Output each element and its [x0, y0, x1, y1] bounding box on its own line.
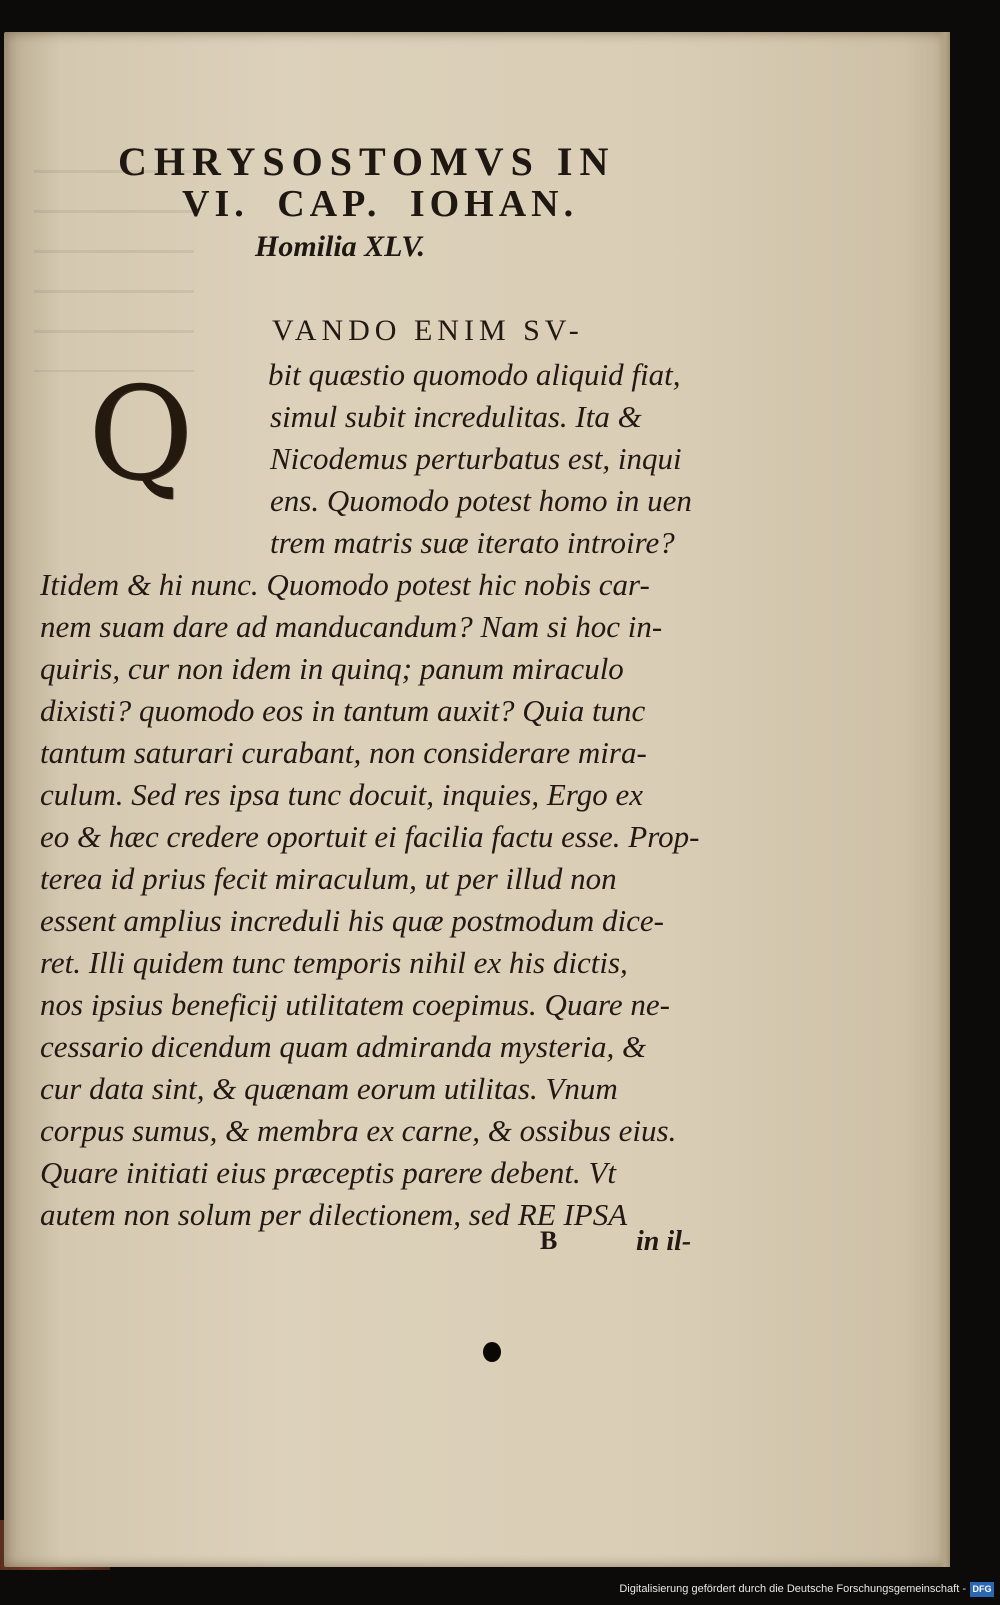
catchword: in il-: [636, 1226, 692, 1257]
text-line: cur data sint, & quænam eorum utilitas. Vnum: [40, 1071, 618, 1106]
text-line: simul subit incredulitas. Ita &: [270, 399, 642, 434]
title-line-2: VI. CAP. IOHAN.: [182, 183, 579, 225]
page-footer-marks: [540, 1226, 720, 1266]
text-line: ens. Quomodo potest homo in uen: [270, 483, 692, 518]
text-line: corpus sumus, & membra ex carne, & ossibus eius.: [40, 1113, 677, 1148]
text-line: bit quæstio quomodo aliquid fiat,: [268, 357, 681, 392]
drop-cap: Q: [88, 360, 193, 509]
text-line: nem suam dare ad manducandum? Nam si hoc in-: [40, 609, 663, 644]
text-line: autem non solum per dilectionem, sed RE IPSA: [40, 1197, 628, 1232]
text-line: essent amplius increduli his quæ postmodum dice-: [40, 903, 664, 938]
text-line: tantum saturari curabant, non considerare mira-: [40, 735, 647, 770]
funding-credit: Digitalisierung gefördert durch die Deutsche Forschungsgemeinschaft -: [619, 1583, 966, 1595]
dfg-logo: DFG: [970, 1582, 994, 1597]
text-line: ret. Illi quidem tunc temporis nihil ex his dictis,: [40, 945, 628, 980]
text-line: dixisti? quomodo eos in tantum auxit? Quia tunc: [40, 693, 646, 728]
text-line: Itidem & hi nunc. Quomodo potest hic nobis car-: [40, 567, 650, 602]
text-line: terea id prius fecit miraculum, ut per illud non: [40, 861, 617, 896]
text-line: eo & hæc credere oportuit ei facilia factu esse. Prop-: [40, 819, 700, 854]
text-line: Nicodemus perturbatus est, inqui: [270, 441, 682, 476]
ink-spot: [483, 1342, 501, 1362]
text-line: VANDO ENIM SV-: [272, 314, 584, 347]
text-line: trem matris suæ iterato introire?: [270, 525, 675, 560]
text-line: nos ipsius beneficij utilitatem coepimus. Quare ne-: [40, 987, 670, 1022]
text-line: culum. Sed res ipsa tunc docuit, inquies, Ergo ex: [40, 777, 643, 812]
title-line-3: Homilia XLV.: [255, 230, 426, 263]
text-line: Quare initiati eius præceptis parere debent. Vt: [40, 1155, 616, 1190]
signature-mark: B: [540, 1226, 558, 1255]
title-line-1: CHRYSOSTOMVS IN: [118, 139, 616, 184]
digitization-footer: [0, 1578, 1000, 1605]
text-line: quiris, cur non idem in quinq; panum miraculo: [40, 651, 624, 686]
text-line: cessario dicendum quam admiranda mysteria, &: [40, 1029, 647, 1064]
